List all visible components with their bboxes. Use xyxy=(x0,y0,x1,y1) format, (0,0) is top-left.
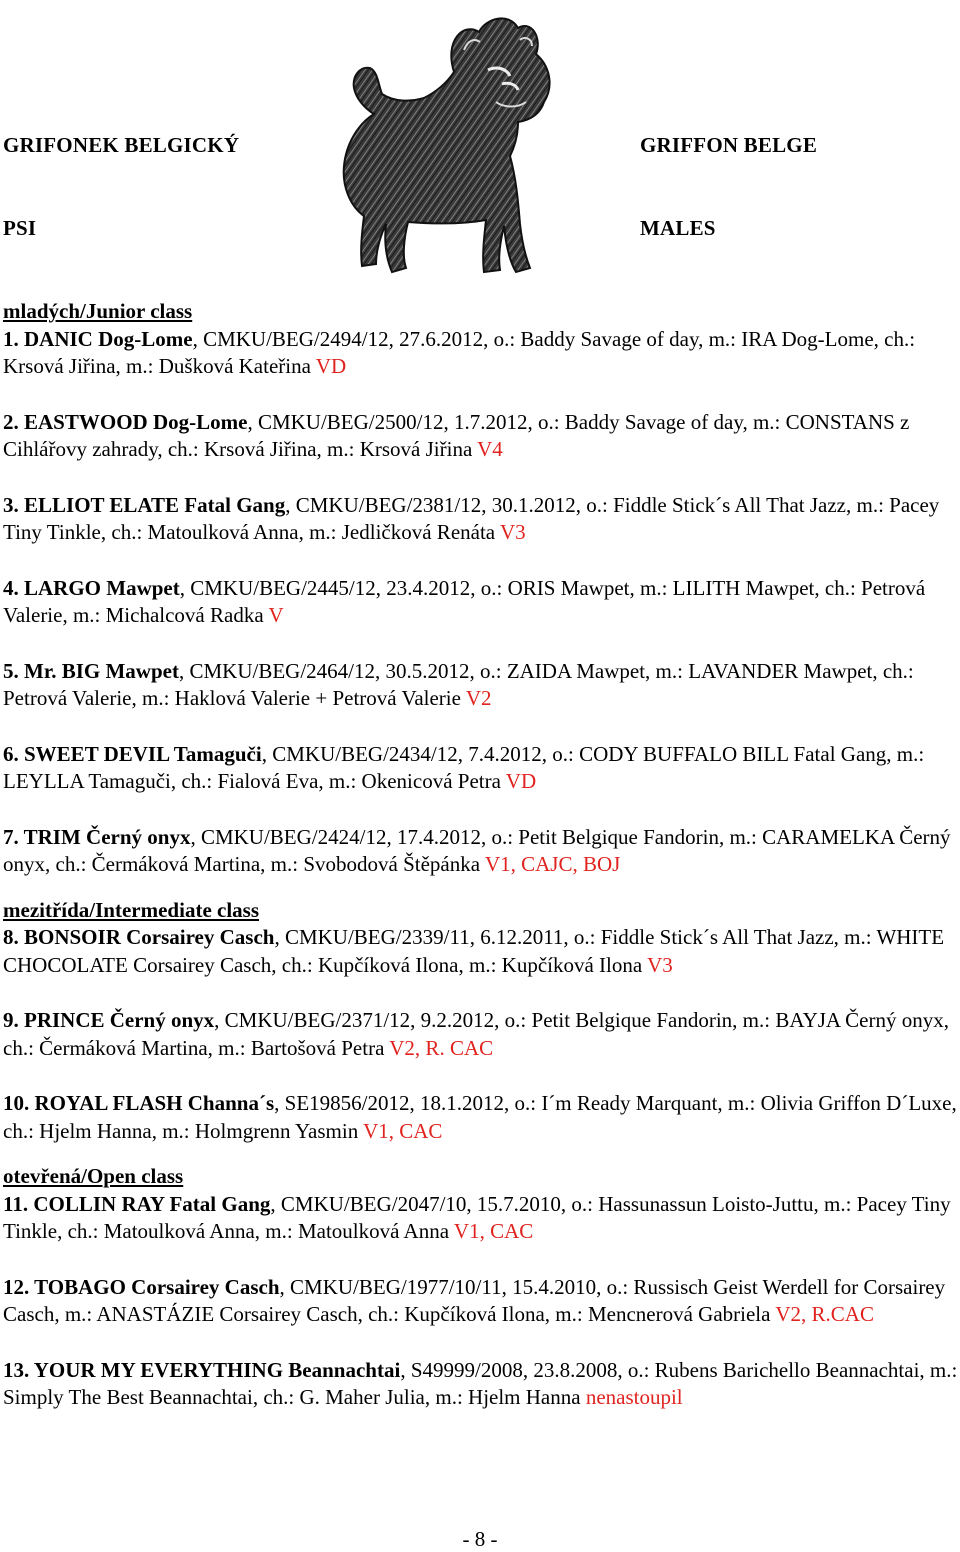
entry-7 xyxy=(3,824,959,879)
section-title: mezitřída/Intermediate class xyxy=(3,897,260,922)
entry-8 xyxy=(3,924,959,979)
award-badge: V xyxy=(268,603,284,627)
section-junior xyxy=(3,298,959,879)
dog-details: , CMKU/BEG/2500/12, 1.7.2012, o.: Baddy Savage of day, m.: CONSTANS z Cihlářovy zahrady, ch.: Krsová Jiřina, m.: Krsová Jiřina xyxy=(3,409,910,461)
section-title: otevřená/Open class xyxy=(3,1164,184,1188)
dog-name: 5. Mr. BIG Mawpet xyxy=(3,658,179,683)
dog-details: , CMKU/BEG/2047/10, 15.7.2010, o.: Hassunassun Loisto-Juttu, m.: Pacey Tiny Tinkle, ch.: Matoulková Anna, m.: Matoulková Anna xyxy=(3,1191,951,1243)
entry-3 xyxy=(3,492,959,547)
dog-name: 9. PRINCE Černý onyx xyxy=(3,1008,215,1032)
dog-name: 13. YOUR MY EVERYTHING Beannachtai xyxy=(3,1357,401,1382)
dog-name: 6. SWEET DEVIL Tamaguči xyxy=(3,741,262,766)
entry-2 xyxy=(3,409,959,464)
sex-label-english: MALES xyxy=(640,216,716,240)
entry-5 xyxy=(3,658,959,713)
award-badge: V2, R. CAC xyxy=(389,1035,494,1060)
page-number: - 8 - xyxy=(462,1527,498,1551)
award-badge: V1, CAC xyxy=(363,1118,443,1143)
entry-4 xyxy=(3,575,959,630)
dog-details: , CMKU/BEG/2424/12, 17.4.2012, o.: Petit Belgique Fandorin, m.: CARAMELKA Černý onyx, ch.: Čermáková Martina, m.: Svobodová Štěpánka xyxy=(3,824,951,876)
entry-11 xyxy=(3,1191,959,1246)
dog-details: , CMKU/BEG/2494/12, 27.6.2012, o.: Baddy Savage of day, m.: IRA Dog-Lome, ch.: Krsová Jiřina, m.: Dušková Kateřina xyxy=(3,326,916,378)
dog-details: , CMKU/BEG/2464/12, 30.5.2012, o.: ZAIDA Mawpet, m.: LAVANDER Mawpet, ch.: Petrová Valerie, m.: Haklová Valerie + Petrová Valerie xyxy=(3,658,914,710)
dog-name: 7. TRIM Černý onyx xyxy=(3,824,191,849)
dog-name: 1. DANIC Dog-Lome xyxy=(3,326,193,351)
dog-details: , SE19856/2012, 18.1.2012, o.: I´m Ready Marquant, m.: Olivia Griffon D´Luxe, ch.: Hjelm Hanna, m.: Holmgrenn Yasmin xyxy=(3,1091,957,1143)
entry-10 xyxy=(3,1090,959,1145)
dog-name: 2. EASTWOOD Dog-Lome xyxy=(3,409,248,434)
entry-1 xyxy=(3,326,959,381)
section-title: mladých/Junior class xyxy=(3,299,193,323)
entry-9 xyxy=(3,1007,959,1062)
breed-name-french: GRIFFON BELGE xyxy=(640,133,818,157)
results-list xyxy=(3,298,959,1440)
award-badge: V3 xyxy=(500,520,526,544)
dog-details: , CMKU/BEG/1977/10/11, 15.4.2010, o.: Russisch Geist Werdell for Corsairey Casch, m.: ANASTÁZIE Corsairey Casch, ch.: Kupčíková Ilona, m.: Mencnerová Gabriela xyxy=(3,1274,946,1326)
dog-name: 11. COLLIN RAY Fatal Gang xyxy=(3,1191,271,1216)
entry-6 xyxy=(3,741,959,796)
dog-details: , CMKU/BEG/2445/12, 23.4.2012, o.: ORIS Mawpet, m.: LILITH Mawpet, ch.: Petrová Valerie, m.: Michalcová Radka xyxy=(3,575,926,627)
award-badge: nenastoupil xyxy=(585,1385,683,1409)
breed-name-czech: GRIFONEK BELGICKÝ xyxy=(3,133,240,157)
dog-name: 3. ELLIOT ELATE Fatal Gang xyxy=(3,492,286,517)
dog-details: , S49999/2008, 23.8.2008, o.: Rubens Barichello Beannachtai, m.: Simply The Best Beannachtai, ch.: G. Maher Julia, m.: Hjelm Hanna xyxy=(3,1357,958,1409)
entry-12 xyxy=(3,1274,959,1329)
griffon-dog-drawing-icon xyxy=(304,10,576,286)
award-badge: V1, CAC xyxy=(453,1219,534,1243)
section-open xyxy=(3,1163,959,1412)
dog-name: 10. ROYAL FLASH Channa´s xyxy=(3,1091,275,1115)
award-badge: VD xyxy=(315,354,347,378)
award-badge: V3 xyxy=(647,952,673,977)
dog-name: 12. TOBAGO Corsairey Casch xyxy=(3,1274,280,1299)
award-badge: VD xyxy=(505,769,537,793)
sex-label-czech: PSI xyxy=(3,216,37,240)
award-badge: V2 xyxy=(465,686,492,710)
award-badge: V4 xyxy=(477,437,503,461)
dog-details: , CMKU/BEG/2381/12, 30.1.2012, o.: Fiddle Stick´s All That Jazz, m.: Pacey Tiny Tinkle, ch.: Matoulková Anna, m.: Jedličková Renáta xyxy=(3,492,940,544)
award-badge: V2, R.CAC xyxy=(775,1302,874,1326)
dog-details: , CMKU/BEG/2434/12, 7.4.2012, o.: CODY BUFFALO BILL Fatal Gang, m.: LEYLLA Tamaguči, ch.: Fialová Eva, m.: Okenicová Petra xyxy=(3,741,925,793)
dog-details: , CMKU/BEG/2339/11, 6.12.2011, o.: Fiddle Stick´s All That Jazz, m.: WHITE CHOCOLATE Corsairey Casch, ch.: Kupčíková Ilona, m.: Kupčíková Ilona xyxy=(3,925,945,977)
section-intermediate xyxy=(3,897,959,1146)
entry-13 xyxy=(3,1357,959,1412)
dog-name: 4. LARGO Mawpet xyxy=(3,575,180,600)
dog-details: , CMKU/BEG/2371/12, 9.2.2012, o.: Petit Belgique Fandorin, m.: BAYJA Černý onyx, ch.: Čermáková Martina, m.: Bartošová Petra xyxy=(3,1008,949,1060)
dog-name: 8. BONSOIR Corsairey Casch xyxy=(3,925,275,949)
award-badge: V1, CAJC, BOJ xyxy=(484,852,621,876)
